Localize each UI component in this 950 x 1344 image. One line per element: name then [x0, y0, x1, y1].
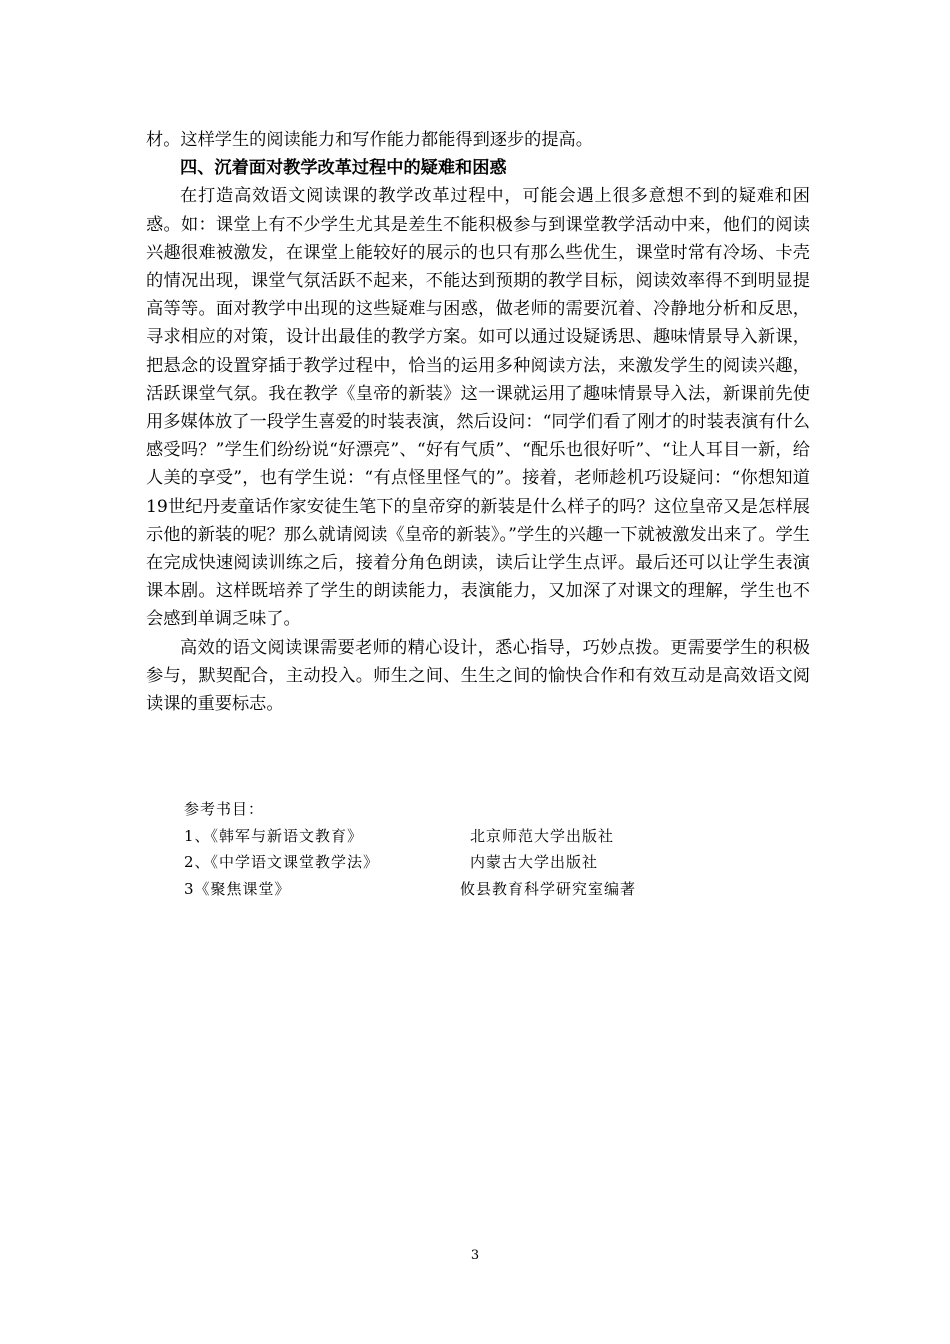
- references-label-row: [184, 796, 784, 823]
- reference-title: 2、《中学语文课堂教学法》: [184, 853, 380, 871]
- references: [184, 796, 784, 902]
- section-heading: 四、沉着面对教学改革过程中的疑难和困惑: [180, 158, 507, 179]
- reference-item: [184, 876, 784, 903]
- paragraph: 高效的语文阅读课需要老师的精心设计，悉心指导，巧妙点拨。更需要学生的积极参与，默契配合，主动投入。师生之间、生生之间的愉快合作和有效互动是高效语文阅读课的重要标志。: [146, 637, 810, 715]
- paragraph-continuation: 材。这样学生的阅读能力和写作能力都能得到逐步的提高。: [146, 130, 593, 150]
- reference-item: [184, 849, 784, 876]
- reference-publisher: 北京师范大学出版社: [470, 826, 615, 845]
- reference-title: 3《聚焦课堂》: [184, 879, 291, 898]
- reference-publisher: 攸县教育科学研究室编著: [460, 879, 637, 898]
- body-text: [146, 126, 810, 718]
- paragraph: 在打造高效语文阅读课的教学改革过程中，可能会遇上很多意想不到的疑难和困惑。如：课堂上有不少学生尤其是差生不能积极参与到课堂教学活动中来，他们的阅读兴趣很难被激发，在课堂上能较好的展示的也只有那么些优生，课堂时常有冷场、卡壳的情况出现，课堂气氛活跃不起来，不能达到预期的教学目标，阅读效率得不到明显提高等等。面对教学中出现的这些疑难与困惑，做老师的需要沉着、冷静地分析和反思，寻求相应的对策，设计出最佳的教学方案。如可以通过设疑诱思、趣味情景导入新课，把悬念的设置穿插于教学过程中，恰当的运用多种阅读方法，来激发学生的阅读兴趣，活跃课堂气氛。我在教学《皇帝的新装》这一课就运用了趣味情景导入法，新课前先使用多媒体放了一段学生喜爱的时装表演，然后设问：“同学们看了刚才的时装表演有什么感受吗？”学生们纷纷说“好漂亮”、“好有气质”、“配乐也很好听”、“让人耳目一新，给人美的享受”，也有学生说：“有点怪里怪气的”。接着，老师趁机巧设疑问：“你想知道19世纪丹麦童话作家安徒生笔下的皇帝穿的新装是什么样子的吗？这位皇帝又是怎样展示他的新装的呢？那么就请阅读《皇帝的新装》。”学生的兴趣一下就被激发出来了。学生在完成快速阅读训练之后，接着分角色朗读，读后让学生点评。最后还可以让学生表演课本剧。这样既培养了学生的朗读能力，表演能力，又加深了对课文的理解，学生也不会感到单调乏味了。: [146, 186, 810, 630]
- page-number: 3: [470, 1248, 480, 1263]
- reference-title: 1、《韩军与新语文教育》: [184, 826, 364, 845]
- reference-publisher: 内蒙古大学出版社: [470, 853, 599, 871]
- references-label: 参考书目：: [184, 800, 265, 818]
- reference-item: [184, 823, 784, 850]
